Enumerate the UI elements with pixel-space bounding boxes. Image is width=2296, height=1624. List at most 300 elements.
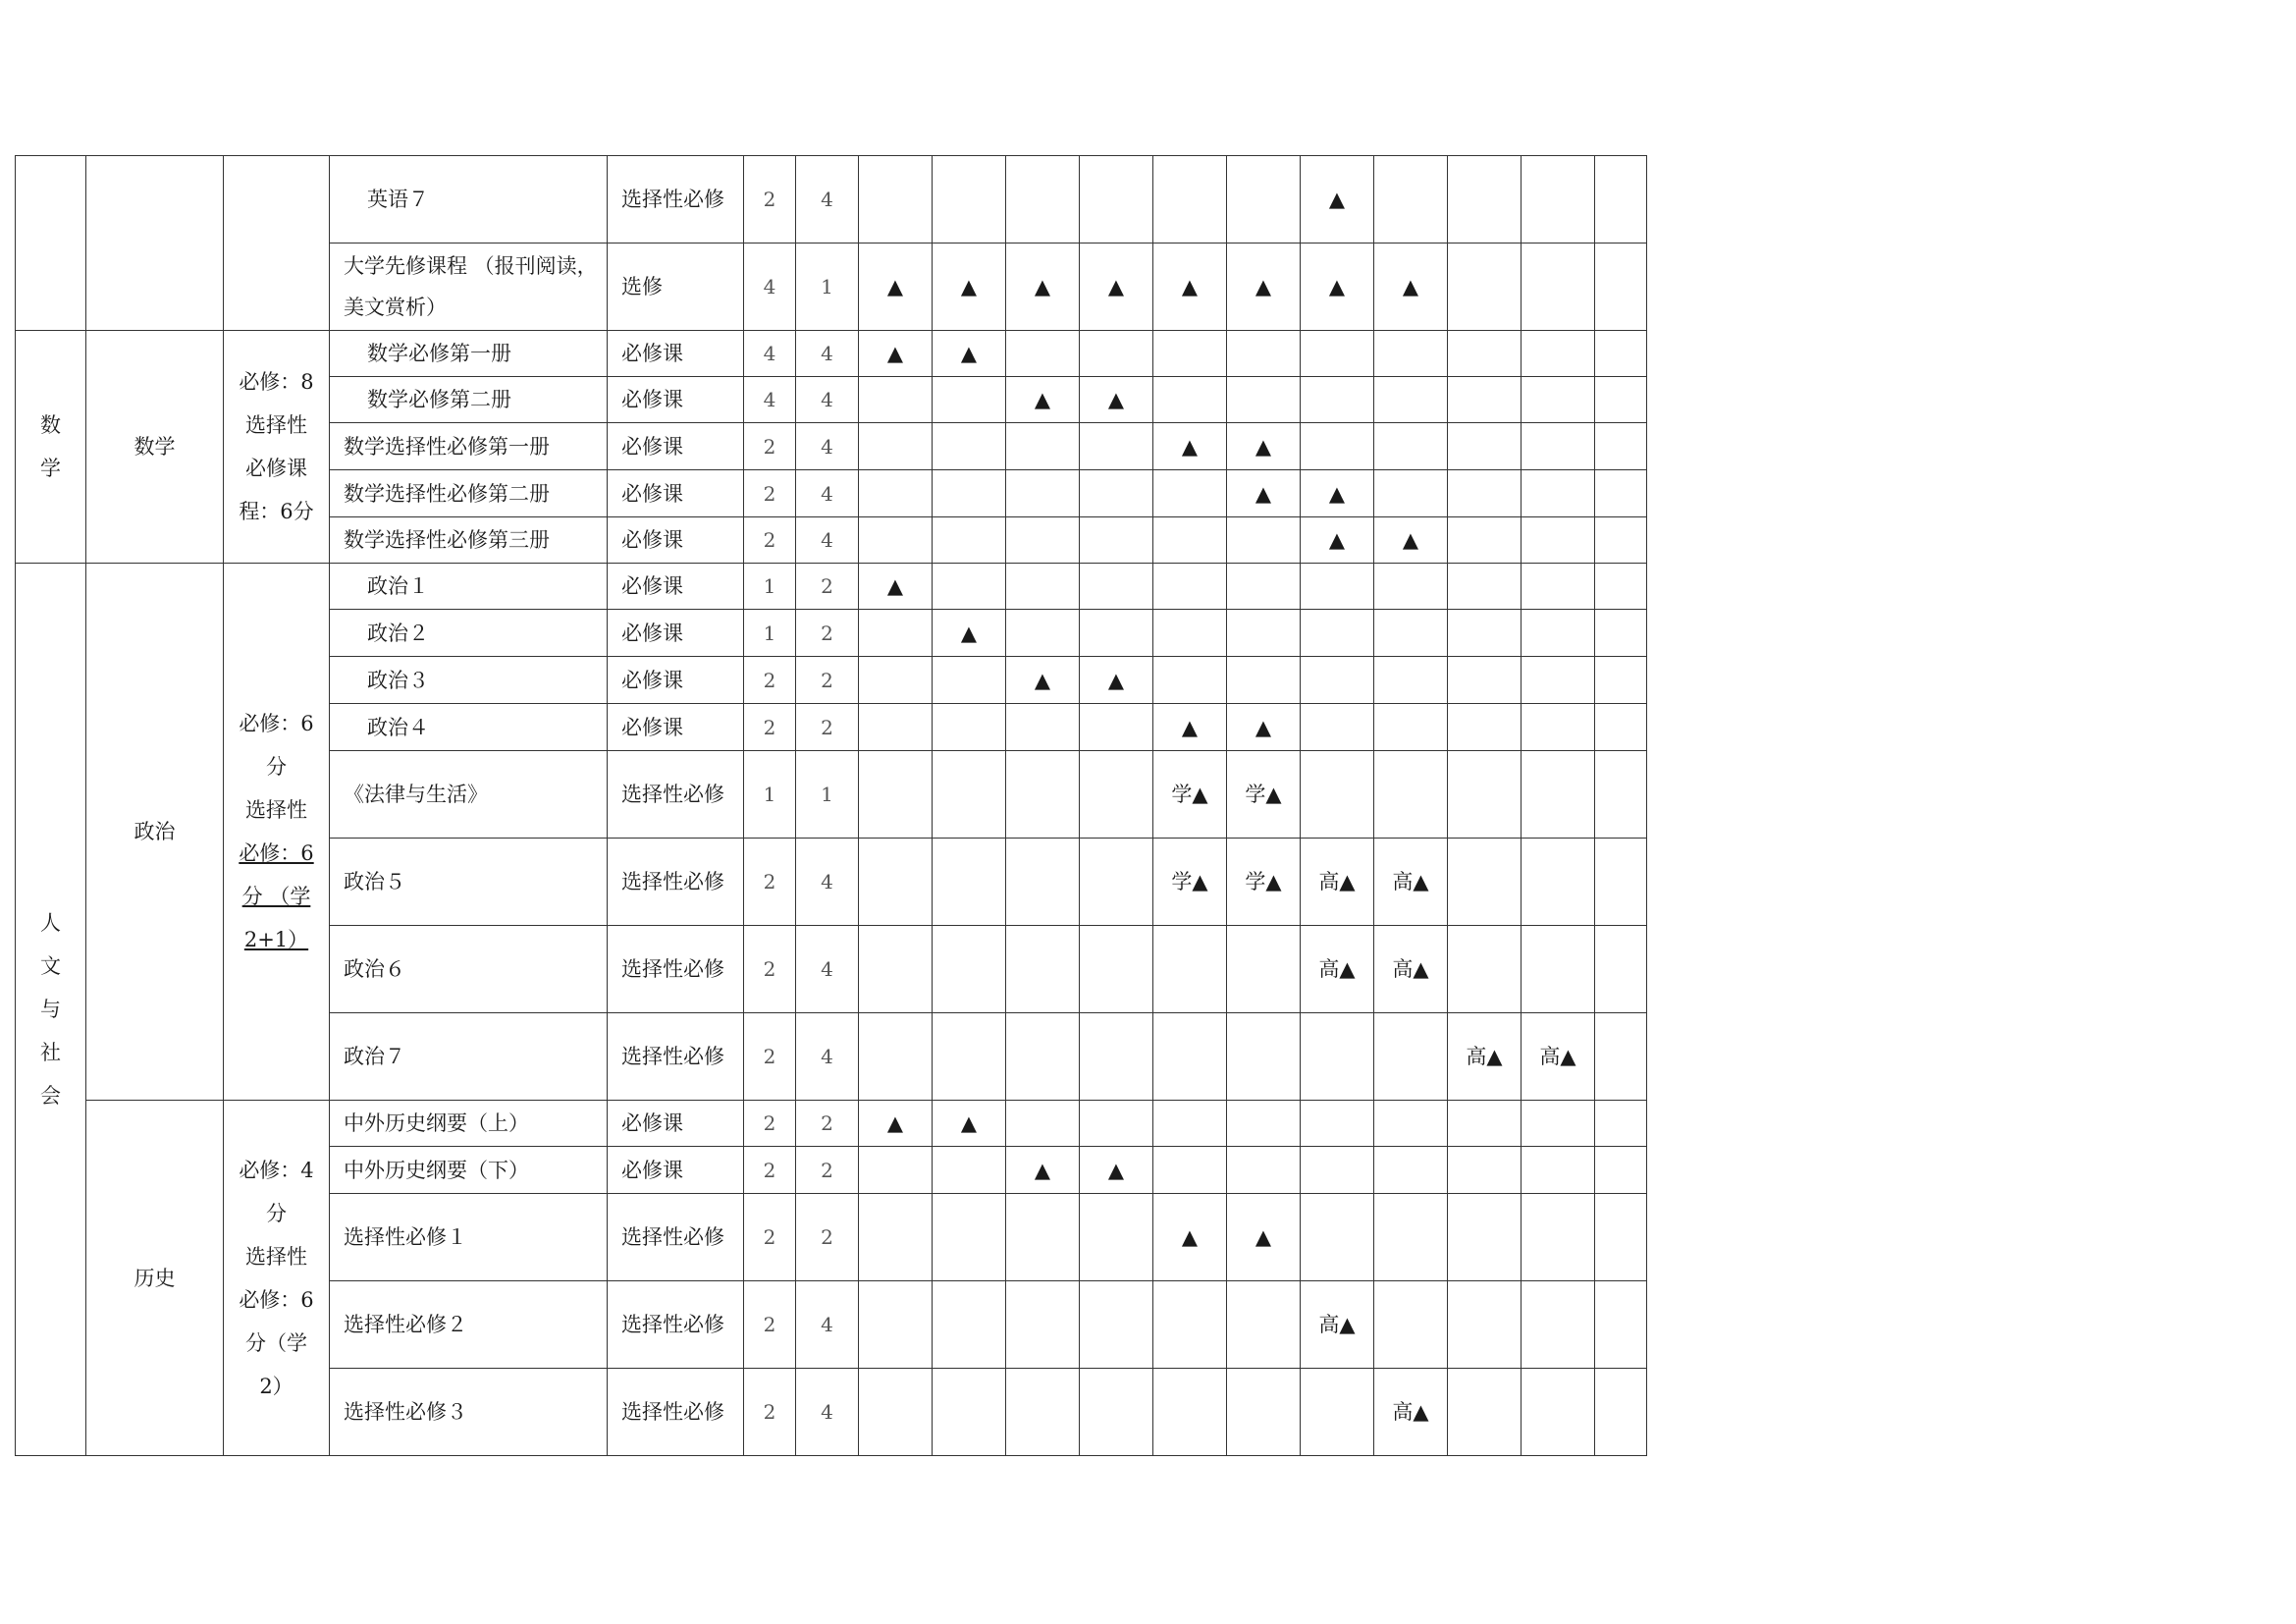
term-cell (1595, 610, 1647, 657)
term-cell (859, 1281, 933, 1369)
term-cell (1227, 751, 1301, 839)
credit-cell: 1 (744, 564, 796, 610)
hours-cell: 4 (796, 377, 859, 423)
term-cell (859, 1147, 933, 1194)
term-marker: ▲ (1255, 715, 1272, 739)
credit-cell: 2 (744, 704, 796, 751)
term-cell (1080, 377, 1153, 423)
credit-cell: 4 (744, 331, 796, 377)
term-cell (1374, 1101, 1448, 1147)
term-cell (1080, 1013, 1153, 1101)
term-marker: ▲ (1255, 1225, 1272, 1249)
term-cell (1522, 564, 1595, 610)
term-cell (1522, 1013, 1595, 1101)
term-cell (1227, 657, 1301, 704)
term-cell (1301, 704, 1374, 751)
hours-cell: 2 (796, 704, 859, 751)
term-cell (1301, 564, 1374, 610)
term-cell (1006, 423, 1080, 470)
group-cell (16, 156, 86, 331)
term-cell (1227, 1369, 1301, 1456)
term-cell (1080, 751, 1153, 839)
term-cell (1006, 156, 1080, 244)
term-cell (933, 156, 1006, 244)
term-cell (1301, 517, 1374, 564)
term-cell (1080, 704, 1153, 751)
term-marker: 学▲ (1245, 783, 1282, 806)
credit-line: 2+1） (243, 928, 309, 951)
term-cell (1301, 156, 1374, 244)
term-cell (1080, 517, 1153, 564)
term-cell (1595, 1194, 1647, 1281)
term-cell (1301, 1101, 1374, 1147)
group-label-char: 学 (40, 457, 61, 480)
course-type-cell: 选择性必修 (608, 751, 744, 839)
term-cell (1080, 1194, 1153, 1281)
term-cell (1374, 1369, 1448, 1456)
term-cell (1448, 926, 1522, 1013)
term-cell (1227, 423, 1301, 470)
term-cell (1006, 1013, 1080, 1101)
term-cell (1153, 331, 1227, 377)
course-type-cell: 选修 (608, 244, 744, 331)
term-cell (1448, 377, 1522, 423)
term-cell (859, 377, 933, 423)
term-marker: ▲ (1328, 188, 1346, 211)
term-cell (1080, 657, 1153, 704)
term-cell (1448, 610, 1522, 657)
term-cell (1080, 331, 1153, 377)
group-label-char: 社 (40, 1041, 61, 1064)
term-marker: ▲ (1034, 668, 1051, 692)
term-cell (1522, 470, 1595, 517)
term-cell (1595, 156, 1647, 244)
term-cell (1374, 1281, 1448, 1369)
term-marker: ▲ (1034, 1158, 1051, 1182)
term-cell (933, 751, 1006, 839)
term-cell (1374, 751, 1448, 839)
term-cell (1595, 839, 1647, 926)
group-label-char: 数 (40, 413, 61, 437)
term-cell (1080, 423, 1153, 470)
course-name-cell: 《法律与生活》 (330, 751, 608, 839)
term-cell (1080, 610, 1153, 657)
term-cell (1595, 423, 1647, 470)
term-cell (1006, 1101, 1080, 1147)
term-cell (1448, 1013, 1522, 1101)
subject-cell: 政治 (86, 564, 224, 1101)
term-cell (1595, 1147, 1647, 1194)
hours-cell: 4 (796, 423, 859, 470)
term-marker: ▲ (1107, 1158, 1125, 1182)
term-cell (933, 1281, 1006, 1369)
credit-line: 必修课 (245, 457, 307, 480)
term-cell (1080, 1101, 1153, 1147)
term-cell (1522, 423, 1595, 470)
term-cell (859, 564, 933, 610)
term-cell (1595, 704, 1647, 751)
term-cell (1301, 610, 1374, 657)
term-cell (1448, 1147, 1522, 1194)
term-cell (1374, 564, 1448, 610)
term-cell (933, 657, 1006, 704)
term-cell (1153, 1281, 1227, 1369)
term-cell (1227, 1281, 1301, 1369)
term-cell (1006, 1369, 1080, 1456)
term-cell (1595, 751, 1647, 839)
term-cell (1448, 470, 1522, 517)
term-cell (1227, 1013, 1301, 1101)
term-cell (1227, 1194, 1301, 1281)
term-cell (1153, 470, 1227, 517)
term-cell (1522, 704, 1595, 751)
term-cell (1522, 610, 1595, 657)
group-label-char: 与 (40, 998, 61, 1021)
course-name-cell: 中外历史纲要（下） (330, 1147, 608, 1194)
term-cell (933, 610, 1006, 657)
hours-cell: 4 (796, 331, 859, 377)
term-marker: 高▲ (1392, 957, 1429, 981)
term-cell (1006, 377, 1080, 423)
table-row (16, 1101, 1699, 1147)
group-cell (16, 564, 86, 1456)
term-cell (1595, 244, 1647, 331)
course-type-cell: 必修课 (608, 657, 744, 704)
term-cell (933, 704, 1006, 751)
credit-cell: 4 (744, 244, 796, 331)
term-cell (1080, 839, 1153, 926)
credit-line: 必修：8 (239, 370, 314, 394)
term-marker: ▲ (960, 275, 978, 298)
term-cell (1153, 1369, 1227, 1456)
credit-cell: 2 (744, 1194, 796, 1281)
subject-cell: 历史 (86, 1101, 224, 1456)
term-marker: ▲ (1402, 528, 1419, 552)
term-marker: ▲ (1034, 275, 1051, 298)
term-cell (859, 926, 933, 1013)
course-name-cell: 选择性必修１ (330, 1194, 608, 1281)
credit-line: 选择性 (245, 1244, 307, 1269)
hours-cell: 2 (796, 1147, 859, 1194)
term-cell (1522, 1281, 1595, 1369)
credit-line: 分 (266, 1201, 287, 1225)
term-cell (1006, 244, 1080, 331)
term-cell (1006, 839, 1080, 926)
term-marker: ▲ (886, 1111, 904, 1135)
term-cell (1522, 1369, 1595, 1456)
credit-cell: 2 (744, 657, 796, 704)
term-cell (1301, 926, 1374, 1013)
credit-requirement-cell (224, 1101, 330, 1456)
credit-cell: 2 (744, 1101, 796, 1147)
term-cell (859, 610, 933, 657)
term-cell (1595, 657, 1647, 704)
term-marker: 高▲ (1539, 1045, 1576, 1068)
term-cell (933, 423, 1006, 470)
term-cell (1153, 423, 1227, 470)
term-cell (1153, 657, 1227, 704)
term-cell (1522, 1101, 1595, 1147)
hours-cell: 4 (796, 1281, 859, 1369)
term-cell (1153, 839, 1227, 926)
term-cell (1595, 517, 1647, 564)
term-cell (1448, 564, 1522, 610)
term-marker: 学▲ (1171, 783, 1208, 806)
term-cell (1374, 1194, 1448, 1281)
term-cell (1522, 1194, 1595, 1281)
credit-cell: 2 (744, 156, 796, 244)
term-cell (1153, 564, 1227, 610)
credit-requirement-cell (224, 156, 330, 331)
term-cell (933, 244, 1006, 331)
term-cell (1374, 926, 1448, 1013)
course-name-cell: 英语７ (330, 156, 608, 244)
term-cell (1374, 610, 1448, 657)
term-cell (1301, 331, 1374, 377)
hours-cell: 4 (796, 1013, 859, 1101)
group-label-char: 文 (40, 954, 61, 978)
term-cell (1522, 377, 1595, 423)
hours-cell: 4 (796, 470, 859, 517)
hours-cell: 1 (796, 751, 859, 839)
term-cell (1301, 657, 1374, 704)
term-cell (1448, 1369, 1522, 1456)
term-marker: ▲ (886, 342, 904, 365)
term-cell (859, 331, 933, 377)
term-cell (859, 839, 933, 926)
term-marker: ▲ (960, 342, 978, 365)
course-name-cell: 政治１ (330, 564, 608, 610)
group-label-char: 人 (40, 911, 61, 935)
term-cell (859, 423, 933, 470)
credit-cell: 2 (744, 839, 796, 926)
term-cell (1227, 244, 1301, 331)
table-row (16, 564, 1699, 610)
term-cell (1006, 610, 1080, 657)
credit-line: 必修：6 (239, 712, 314, 735)
term-marker: ▲ (960, 621, 978, 645)
course-name-cell: 政治２ (330, 610, 608, 657)
term-cell (1522, 657, 1595, 704)
term-cell (1080, 244, 1153, 331)
course-name-cell: 政治７ (330, 1013, 608, 1101)
term-cell (1595, 926, 1647, 1013)
term-cell (1595, 1369, 1647, 1456)
term-cell (859, 470, 933, 517)
term-marker: ▲ (1181, 715, 1199, 739)
term-cell (1301, 751, 1374, 839)
term-cell (859, 1194, 933, 1281)
credit-cell: 1 (744, 751, 796, 839)
credit-line: 分 (266, 755, 287, 779)
term-cell (1006, 1194, 1080, 1281)
course-type-cell: 选择性必修 (608, 156, 744, 244)
term-marker: ▲ (1181, 1225, 1199, 1249)
term-marker: ▲ (1107, 275, 1125, 298)
term-marker: 高▲ (1392, 870, 1429, 893)
credit-cell: 2 (744, 470, 796, 517)
term-cell (1595, 1101, 1647, 1147)
course-name-cell: 中外历史纲要（上） (330, 1101, 608, 1147)
term-cell (1006, 331, 1080, 377)
term-cell (1448, 1194, 1522, 1281)
term-cell (1522, 839, 1595, 926)
course-type-cell: 必修课 (608, 470, 744, 517)
term-cell (933, 1013, 1006, 1101)
credit-line: 必修：6 (239, 1287, 314, 1312)
term-cell (1153, 1194, 1227, 1281)
term-cell (1595, 470, 1647, 517)
term-cell (1080, 926, 1153, 1013)
course-type-cell: 必修课 (608, 610, 744, 657)
term-cell (1153, 610, 1227, 657)
term-cell (1153, 751, 1227, 839)
term-cell (1006, 1147, 1080, 1194)
course-type-cell: 选择性必修 (608, 1369, 744, 1456)
hours-cell: 4 (796, 839, 859, 926)
course-name-cell: 数学选择性必修第二册 (330, 470, 608, 517)
credit-cell: 2 (744, 926, 796, 1013)
hours-cell: 4 (796, 926, 859, 1013)
term-cell (933, 331, 1006, 377)
term-cell (1595, 377, 1647, 423)
term-marker: ▲ (886, 275, 904, 298)
credit-cell: 2 (744, 517, 796, 564)
credit-cell: 1 (744, 610, 796, 657)
term-cell (1374, 657, 1448, 704)
term-cell (1522, 244, 1595, 331)
course-type-cell: 选择性必修 (608, 839, 744, 926)
term-cell (1522, 926, 1595, 1013)
term-cell (933, 926, 1006, 1013)
subject-cell (86, 156, 224, 331)
term-cell (1227, 377, 1301, 423)
course-schedule-table (15, 155, 1699, 1456)
term-marker: ▲ (960, 1111, 978, 1135)
term-cell (1448, 657, 1522, 704)
credit-cell: 2 (744, 423, 796, 470)
term-cell (1448, 1281, 1522, 1369)
term-cell (1227, 517, 1301, 564)
credit-cell: 4 (744, 377, 796, 423)
term-cell (1374, 470, 1448, 517)
term-marker: ▲ (1255, 434, 1272, 459)
term-cell (933, 470, 1006, 517)
term-marker: ▲ (886, 574, 904, 598)
term-cell (1595, 331, 1647, 377)
term-cell (1006, 704, 1080, 751)
term-cell (1374, 1147, 1448, 1194)
term-cell (859, 517, 933, 564)
term-cell (1153, 926, 1227, 1013)
group-label-char: 会 (40, 1084, 61, 1108)
term-cell (1448, 751, 1522, 839)
table-row (16, 156, 1699, 244)
course-name-cell: 政治３ (330, 657, 608, 704)
term-marker: 学▲ (1245, 870, 1282, 893)
subject-cell: 数学 (86, 331, 224, 564)
term-cell (1153, 1101, 1227, 1147)
course-type-cell: 必修课 (608, 1147, 744, 1194)
term-cell (1153, 377, 1227, 423)
term-cell (1448, 1101, 1522, 1147)
term-cell (859, 1013, 933, 1101)
term-cell (1227, 704, 1301, 751)
term-cell (1227, 470, 1301, 517)
term-marker: ▲ (1255, 275, 1272, 298)
course-type-cell: 必修课 (608, 423, 744, 470)
course-type-cell: 选择性必修 (608, 926, 744, 1013)
term-cell (1301, 1147, 1374, 1194)
term-cell (1080, 470, 1153, 517)
term-cell (1374, 704, 1448, 751)
term-cell (1006, 751, 1080, 839)
term-cell (1374, 423, 1448, 470)
term-marker: ▲ (1328, 528, 1346, 552)
credit-line: 选择性 (245, 413, 307, 437)
credit-cell: 2 (744, 1281, 796, 1369)
term-cell (1080, 1369, 1153, 1456)
credit-requirement-cell (224, 564, 330, 1101)
hours-cell: 2 (796, 1101, 859, 1147)
course-type-cell: 选择性必修 (608, 1194, 744, 1281)
course-name-cell: 数学选择性必修第一册 (330, 423, 608, 470)
term-cell (1301, 423, 1374, 470)
term-cell (1522, 751, 1595, 839)
term-cell (1374, 1013, 1448, 1101)
term-marker: ▲ (1034, 388, 1051, 411)
course-type-cell: 必修课 (608, 704, 744, 751)
term-marker: 高▲ (1318, 1313, 1356, 1336)
term-marker: 高▲ (1466, 1045, 1503, 1068)
term-cell (1448, 156, 1522, 244)
term-cell (1227, 156, 1301, 244)
term-cell (1301, 1369, 1374, 1456)
term-cell (1006, 517, 1080, 564)
credit-line: 必修：6 (239, 841, 314, 865)
course-name-cell: 数学选择性必修第三册 (330, 517, 608, 564)
term-cell (1153, 1013, 1227, 1101)
course-name-cell: 选择性必修３ (330, 1369, 608, 1456)
term-cell (1227, 839, 1301, 926)
term-cell (1153, 704, 1227, 751)
term-cell (933, 1101, 1006, 1147)
course-type-cell: 选择性必修 (608, 1013, 744, 1101)
credit-cell: 2 (744, 1369, 796, 1456)
term-cell (933, 564, 1006, 610)
term-cell (1595, 564, 1647, 610)
term-cell (859, 704, 933, 751)
term-cell (1448, 839, 1522, 926)
term-cell (1522, 517, 1595, 564)
term-marker: ▲ (1328, 481, 1346, 506)
term-cell (1227, 926, 1301, 1013)
term-cell (933, 1194, 1006, 1281)
term-cell (1153, 1147, 1227, 1194)
hours-cell: 2 (796, 610, 859, 657)
credit-cell: 2 (744, 1147, 796, 1194)
term-cell (1595, 1281, 1647, 1369)
term-cell (1301, 1013, 1374, 1101)
term-cell (1080, 1281, 1153, 1369)
course-name-cell: 政治６ (330, 926, 608, 1013)
term-cell (1301, 470, 1374, 517)
term-marker: ▲ (1107, 668, 1125, 692)
course-name-cell: 政治５ (330, 839, 608, 926)
term-cell (859, 657, 933, 704)
term-marker: ▲ (1181, 275, 1199, 298)
term-cell (1301, 1281, 1374, 1369)
